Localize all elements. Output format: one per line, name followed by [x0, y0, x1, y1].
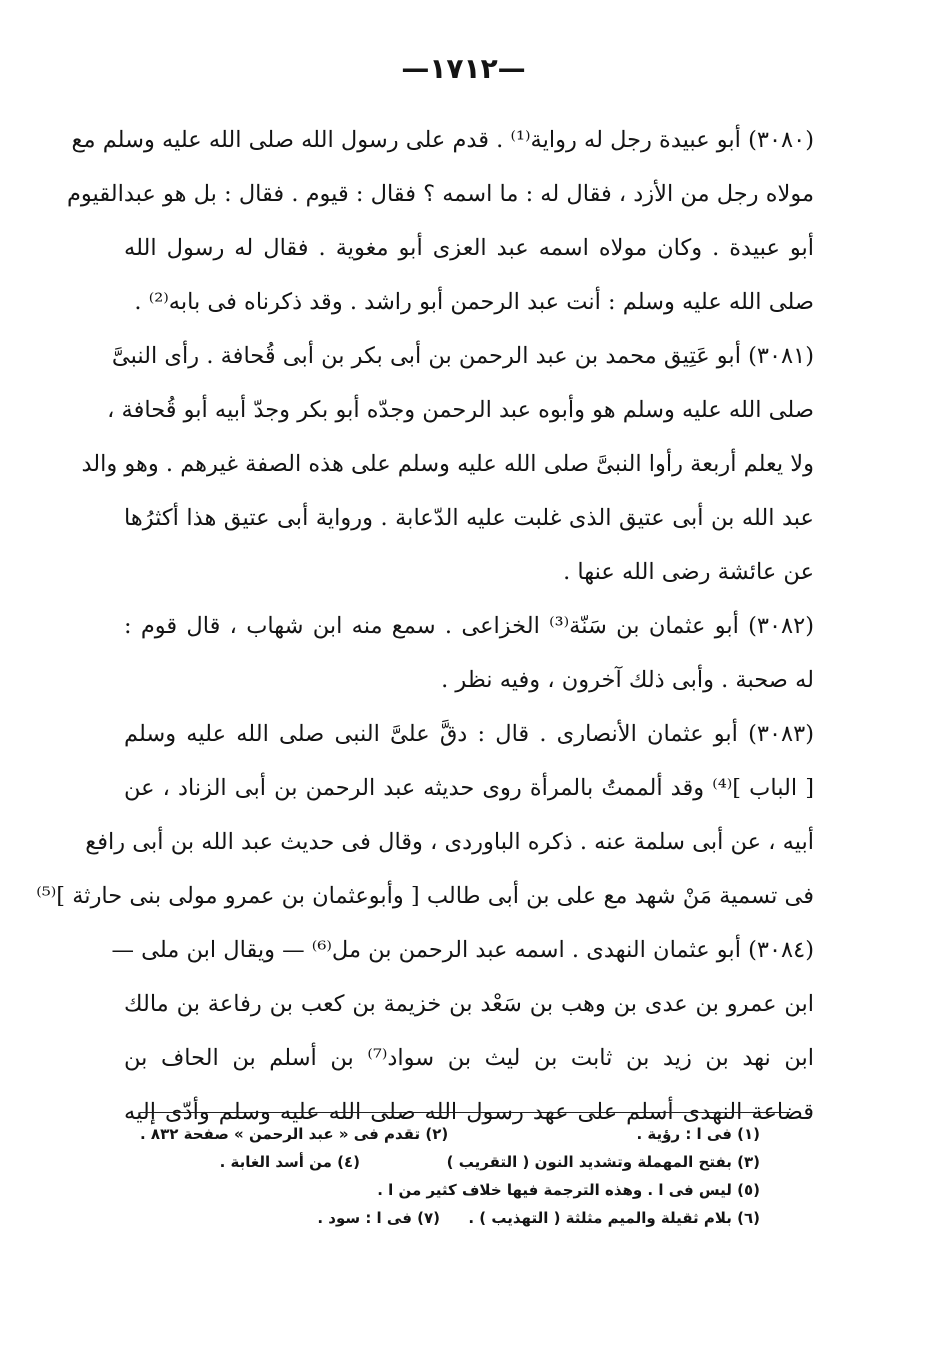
- text-line: [ الباب ]⁽⁴⁾ وقد ألممتُ بالمرأة روى حديثه عبد الرحمن بن أبى الزناد ، عن: [124, 775, 814, 801]
- text-line: عن عائشة رضى الله عنها .: [563, 559, 814, 585]
- footnote-row: [140, 1176, 760, 1204]
- text-line: (٣٠٨٠) أبو عبيدة رجل له رواية⁽¹⁾ . قدم على رسول الله صلى الله عليه وسلم مع: [71, 127, 814, 153]
- main-text: [36, 113, 815, 1139]
- text-line: له صحبة . وأبى ذلك آخرون ، وفيه نظر .: [441, 667, 814, 693]
- footnote-7: (٧) فى ا : سود .: [317, 1209, 440, 1227]
- text-line: صلى الله عليه وسلم : أنت عبد الرحمن أبو راشد . وقد ذكرناه فى بابه⁽²⁾ .: [134, 289, 814, 315]
- footnote-row: [140, 1148, 760, 1176]
- footnote-2: (٢) تقدم فى « عبد الرحمن » صفحة ٨٣٢ .: [140, 1125, 449, 1143]
- text-line: أبو عبيدة . وكان مولاه اسمه عبد العزى أبو مغوية . فقال له رسول الله: [124, 235, 814, 261]
- footnote-row: [140, 1120, 760, 1148]
- page-number: —١٧١٢—: [401, 52, 526, 85]
- text-line: (٣٠٨٣) أبو عثمان الأنصارى . قال : دقَّ علىَّ النبى صلى الله عليه وسلم: [124, 721, 814, 747]
- text-line: أبيه ، عن أبى سلمة عنه . ذكره الباوردى ، وقال فى حديث عبد الله بن أبى رافع: [85, 829, 814, 855]
- footnote-row: [140, 1204, 760, 1232]
- footnote-3: (٣) بفتح المهملة وتشديد النون ( التقريب ): [446, 1153, 760, 1171]
- text-line: ابن نهد بن زيد بن ثابت بن ليث بن سواد⁽⁷⁾ بن أسلم بن الحاف بن: [124, 1045, 814, 1071]
- text-line: صلى الله عليه وسلم هو وأبوه عبد الرحمن وجدّه أبو بكر وجدّ أبيه أبو قُحافة ،: [107, 397, 814, 423]
- text-line: ابن عمرو بن عدى بن وهب بن سَعْد بن خزيمة بن كعب بن رفاعة بن مالك: [124, 991, 814, 1017]
- footnote-6: (٦) بلام ثقيلة والميم مثلثة ( التهذيب ) .: [468, 1209, 760, 1227]
- footnotes: [140, 1120, 760, 1232]
- text-line: (٣٠٨٢) أبو عثمان بن سَنّة⁽³⁾ الخزاعى . سمع منه ابن شهاب ، قال قوم :: [124, 613, 815, 639]
- text-line: مولاه رجل من الأزد ، فقال له : ما اسمه ؟ فقال : قيوم . فقال : بل هو عبدالقيوم: [66, 181, 814, 207]
- footnote-1: (١) فى ا : رؤية .: [636, 1125, 760, 1143]
- text-line: فى تسمية مَنْ شهد مع على بن أبى طالب [ وأبوعثمان بن عمرو مولى بنى حارثة ]⁽⁵⁾: [36, 883, 814, 909]
- footnote-separator: [140, 1112, 790, 1113]
- text-line: عبد الله بن أبى عتيق الذى غلبت عليه الدّعابة . ورواية أبى عتيق هذا أكثرُها: [124, 505, 814, 531]
- footnote-4: (٤) من أسد الغابة .: [219, 1153, 360, 1171]
- text-line: ولا يعلم أربعة رأوا النبىَّ صلى الله عليه وسلم على هذه الصفة غيرهم . وهو والد: [81, 451, 814, 477]
- text-line: (٣٠٨٤) أبو عثمان النهدى . اسمه عبد الرحمن بن مل⁽⁶⁾ — ويقال ابن ملى —: [111, 937, 814, 963]
- text-line: قضاعة النهدى أسلم على عهد رسول الله صلى الله عليه وسلم وأدّى إليه: [124, 1099, 814, 1125]
- text-line: (٣٠٨١) أبو عَتِيق محمد بن عبد الرحمن بن أبى بكر بن أبى قُحافة . رأى النبىَّ: [111, 343, 814, 369]
- footnote-5: (٥) ليس فى ا . وهذه الترجمة فيها خلاف كثير من ا .: [377, 1181, 760, 1199]
